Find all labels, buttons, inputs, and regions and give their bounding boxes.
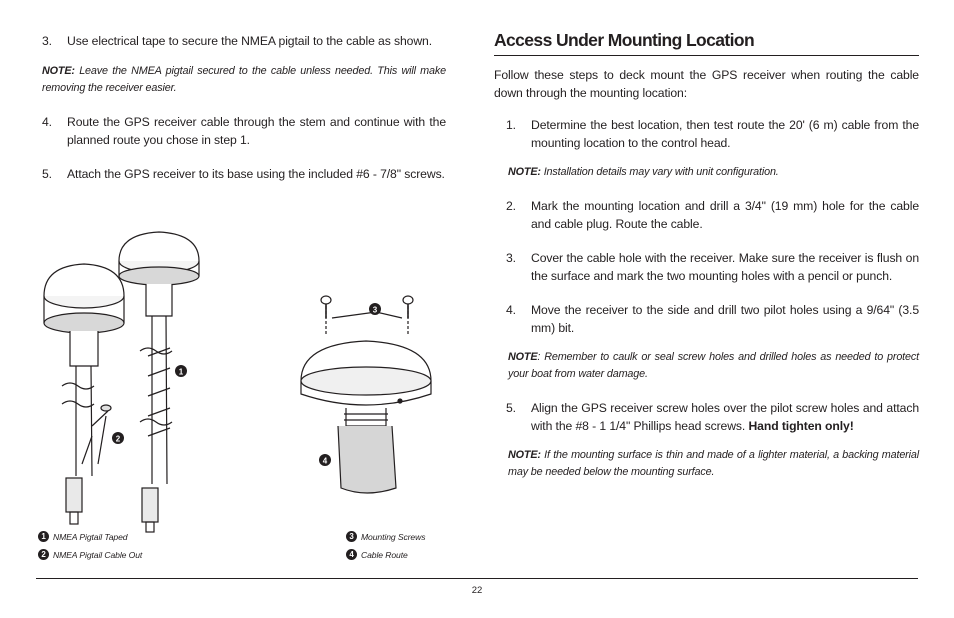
step-5-right (506, 399, 919, 435)
note-text: Leave the NMEA pigtail secured to the cable unless needed. This will make removing the receiver easier. (42, 65, 446, 94)
step-number: 5. (42, 167, 52, 181)
note-text: Installation details may vary with unit configuration. (543, 166, 779, 178)
right-column (494, 30, 919, 481)
section-heading: Access Under Mounting Location (494, 30, 919, 56)
caption-text: Cable Route (361, 549, 408, 560)
intro-paragraph: Follow these steps to deck mount the GPS receiver when routing the cable down through the mounting location: (494, 68, 919, 100)
step-1-right (506, 116, 919, 152)
note-label: NOTE: (42, 65, 75, 77)
step-text: Cover the cable hole with the receiver. Make sure the receiver is flush on the surface and mark the two mounting holes with a pencil or punch. (531, 251, 919, 283)
step-text-main: Align the GPS receiver screw holes over the pilot screw holes and attach with the #8 - 1 1/4" Phillips head screws. (531, 401, 919, 433)
gps-receiver-illustration (36, 226, 456, 536)
note-label: NOTE: (508, 166, 541, 178)
page-number: 22 (471, 585, 483, 596)
step-text: Determine the best location, then test route the 20' (6 m) cable from the mounting location to the control head. (531, 118, 919, 150)
callout-4-icon (319, 454, 331, 466)
svg-text:2: 2 (115, 434, 121, 444)
hand-tighten-warning: Hand tighten only! (748, 419, 854, 433)
step-text: Attach the GPS receiver to its base using the included #6 - 7/8" screws. (67, 167, 445, 181)
step-text: Mark the mounting location and drill a 3/4" (19 mm) hole for the cable and cable plug. Route the cable. (531, 199, 919, 231)
note-caulk-seal (508, 349, 919, 383)
step-number: 2. (506, 199, 516, 213)
caption-callout: 4 (346, 549, 357, 560)
receiver-middle-icon (119, 232, 199, 532)
caption-text: NMEA Pigtail Taped (53, 531, 128, 542)
callout-1-icon (175, 365, 187, 377)
caption-text: Mounting Screws (361, 531, 426, 542)
step-number: 1. (506, 118, 516, 132)
step-text: Move the receiver to the side and drill two pilot holes using a 9/64" (3.5 mm) bit. (531, 303, 919, 335)
callout-3-icon (369, 303, 381, 315)
note-backing-material (508, 447, 919, 481)
step-number: 4. (506, 303, 516, 317)
caption-callout: 2 (38, 549, 49, 560)
caption-nmea-pigtail-taped (38, 531, 127, 542)
caption-nmea-pigtail-cable-out (38, 549, 142, 560)
caption-callout: 1 (38, 531, 49, 542)
svg-text:1: 1 (178, 367, 184, 377)
step-5-left (42, 165, 446, 183)
caption-text: NMEA Pigtail Cable Out (53, 549, 143, 560)
svg-text:4: 4 (322, 456, 328, 466)
step-3-right (506, 249, 919, 285)
caption-callout: 3 (346, 531, 357, 542)
step-4-right (506, 301, 919, 337)
callout-2-icon (112, 432, 124, 444)
step-text: Use electrical tape to secure the NMEA pigtail to the cable as shown. (67, 34, 433, 48)
footer-divider (36, 578, 918, 579)
step-text: Route the GPS receiver cable through the stem and continue with the planned route you chose in step 1. (67, 115, 446, 147)
note-text: If the mounting surface is thin and made of a lighter material, a backing material may be needed below the mounting surface. (508, 449, 919, 478)
step-number: 3. (506, 251, 516, 265)
note-nmea-pigtail (42, 63, 446, 97)
note-installation-details (508, 164, 919, 181)
caption-cable-route (346, 549, 408, 560)
step-number: 4. (42, 115, 52, 129)
receiver-left-icon (44, 264, 124, 524)
note-label: NOTE: (508, 449, 541, 461)
step-4-left (42, 113, 446, 149)
svg-text:3: 3 (372, 305, 378, 315)
step-number: 3. (42, 34, 52, 48)
gps-receiver-drawing (36, 226, 456, 536)
step-2-right (506, 197, 919, 233)
left-column (42, 32, 446, 183)
step-number: 5. (506, 401, 516, 415)
step-3-left (42, 32, 446, 50)
step-text (531, 399, 919, 435)
note-text: : Remember to caulk or seal screw holes and drilled holes as needed to protect your boat from water damage. (508, 351, 919, 380)
note-label: NOTE (508, 351, 538, 363)
caption-mounting-screws (346, 531, 425, 542)
